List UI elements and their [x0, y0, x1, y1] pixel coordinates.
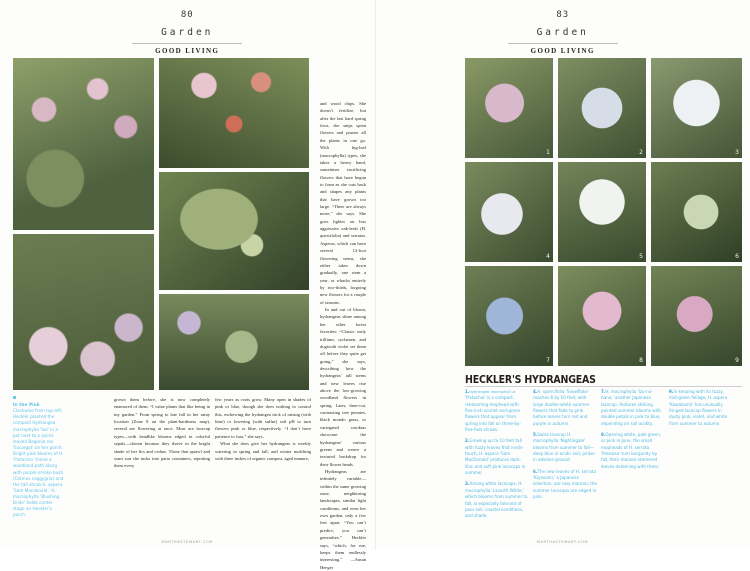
right-header-divider — [508, 43, 618, 44]
list-item — [465, 481, 529, 519]
list-item-text: Growing up to 10 feet tall with fuzzy leaves that invite touch, H. aspera 'Sam MacDonald' produces dark-lilac and soft pink lacecaps in summer. — [465, 438, 525, 475]
list-item — [465, 438, 529, 476]
list-item — [533, 432, 597, 464]
woodland-path-photo — [159, 172, 309, 290]
grid-photo-8 — [558, 266, 646, 366]
list-item-number: 1. — [465, 389, 469, 394]
paragraph: What she does give her hydrangeas is weekly watering in spring and fall, and winter mulching with three inches of organic compost, aged manure, — [215, 440, 311, 462]
paragraph: Hydrangeas are infinitely variable—within the same growing zone, neighboring landscapes, similar light conditions, and even her own garden, only a few feet apart. “You can’t predict; you can’t generalize,” Heckler says, “which, for me, keeps them endlessly interesting.” —Susan Heeger — [320, 468, 366, 571]
left-header-divider — [132, 43, 242, 44]
list-item-text: Swiss lacecap H. macrophylla 'Nightingale' blooms from summer to fall—deep blue in acidic soil, pinker in alkaline ground. — [533, 432, 595, 462]
list-item-number: 6. — [533, 469, 537, 474]
list-item-number: 9. — [669, 389, 673, 394]
left-column-2-text — [215, 396, 311, 462]
grid-photo-7-number: 7 — [546, 357, 550, 364]
list-item-text: Opening white, pale green, or pink in June, the small mopheads of H. serrata 'Preziosa' turn burgundy by fall, their maroon-stemmed leaves darkening with them. — [601, 432, 661, 469]
hydrangea-list-column-2 — [533, 389, 597, 506]
grid-photo-6 — [651, 162, 742, 262]
caption-title: In the Pink — [13, 402, 65, 408]
grid-photo-1-number: 1 — [546, 149, 550, 156]
right-page-number: 83 — [376, 10, 750, 20]
left-body-columns — [13, 396, 313, 536]
paragraph: In and out of bloom, hydrangeas shine among her other forest favorites: “Classic early trillium, cyclamen, and dogtooth violet set them off before they quite get going,” she says, describing how the hydrangeas’ tall stems and new leaves rise above the low-growing woodland flowers in spring. Later, finer-cut, contrasting tree peonies, black mondo grass, or variegated corokias showcase the hydrangeas’ various greens and weave a textured backdrop for their flower heads. — [320, 306, 366, 468]
grid-photo-4-number: 4 — [546, 253, 550, 260]
list-item-lead: Hydrangea macrophylla — [469, 389, 515, 394]
grid-photo-2 — [558, 58, 646, 158]
list-item — [465, 389, 529, 433]
left-column-1-text — [114, 396, 210, 470]
right-kicker: GOOD LIVING — [376, 47, 750, 55]
right-running-head — [376, 10, 750, 55]
list-item — [601, 432, 665, 470]
left-column-2 — [215, 396, 311, 462]
hydrangea-list-column-3 — [601, 389, 665, 475]
list-item-number: 2. — [465, 438, 469, 443]
caption-text: Clockwise from top left: Heckler planted the compact Hydrangea macrophylla 'Sol' in a pot next to a spiral-leaved Begonia rex 'Escargot' on her porch. Bright pink blooms of H. 'Pistachio' frame a woodland path along with purple smoke bush (Cotinus coggygria) and the tall shrub H. aspera 'Sam Macdonald.' H. macrophylla 'Blushing Bride' holds center stage on Heckler's porch. — [13, 408, 65, 519]
grid-photo-9 — [651, 266, 742, 366]
left-kicker: GOOD LIVING — [0, 47, 375, 55]
list-item-number: 4. — [533, 389, 537, 394]
list-item-number: 7. — [601, 389, 605, 394]
list-item-number: 5. — [533, 432, 537, 437]
list-item-text: H. quercifolia 'Snowflake' reaches 8 by 10 feet, with large double-white summer flowers that fade to pink before leaves turn red and purple in autumn. — [533, 389, 590, 426]
list-item — [533, 389, 597, 427]
grid-photo-9-number: 9 — [735, 357, 739, 364]
left-section-title: Garden — [0, 27, 375, 38]
list-item-number: 3. — [465, 481, 469, 486]
hydrangea-list-column-1 — [465, 389, 529, 525]
spiral-leaved-begonia-photo — [13, 58, 154, 230]
list-item-number: 8. — [601, 432, 605, 437]
list-item-text: In keeping with its fuzzy, mid-green foliage, H. aspera 'Kawakamii' has unusually fringed lacecap flowers in dusty pink, violet, and white from summer to autumn. — [669, 389, 727, 426]
left-page — [0, 0, 376, 550]
left-column-3-text — [320, 100, 366, 571]
list-item — [669, 389, 733, 427]
list-item-text: 'Pistachio' is a compact, reblooming mophead with five-inch scarlet-and-green flowers that appear from spring into fall on three-by-five-foot shrubs. — [465, 395, 521, 432]
grid-photo-2-number: 2 — [639, 149, 643, 156]
paragraph: grown them before, she is now completely enamored of them. “I value plants that like being in my garden.” From spring to late fall in her rainy location (Zone 8 on the plant-hardiness map), several are flowering at once. Most are lacecap types—with beadlike blooms edged in colorful sepals—chosen because they thrive in the bright shade of her firs and cedars. Those that sprawl and want sun she tucks into patio containers, repotting them every — [114, 396, 210, 470]
list-item-text: H. macrophylla 'Izu-no-hana,' another Japanese lacecap, features striking pointed summer blooms with double petals in pink to blue, depending on soil acidity. — [601, 389, 661, 426]
grid-photo-8-number: 8 — [639, 357, 643, 364]
grid-photo-6-number: 6 — [735, 253, 739, 260]
hydrangea-list-columns — [465, 389, 742, 529]
grid-photo-3-number: 3 — [735, 149, 739, 156]
pink-blooms-photo — [159, 58, 309, 168]
grid-photo-5 — [558, 162, 646, 262]
grid-photo-7 — [465, 266, 553, 366]
blushing-bride-photo — [159, 294, 309, 390]
grid-photo-1 — [465, 58, 553, 158]
paragraph: few years as roots grow. Many open in shades of pink or blue, though she does nothing to control this, eschewing the hydrangea trick of raising (with lime) or lowering (with sulfur) soil pH to turn flowers pink or blue, respectively. “I don’t have patience to fuss,” she says. — [215, 396, 311, 440]
list-item — [533, 469, 597, 501]
hydrangea-list-column-4 — [669, 389, 733, 432]
hydrangea-list-divider — [465, 386, 742, 387]
left-column-1 — [114, 396, 210, 470]
right-page-footer: MARTHASTEWART.COM — [375, 540, 750, 544]
grid-photo-5-number: 5 — [639, 253, 643, 260]
list-item — [601, 389, 665, 427]
list-item-text: The new leaves of H. serrata 'Kiyosumi,' a Japanese selection, are rosy maroon; the summer lacecaps are edged in pink. — [533, 469, 597, 499]
list-item-text: Among white lacecaps, H. macrophylla 'Lanarth White,' which blooms from summer to fall, is especially tolerant of poor soil, coastal conditions, and shade. — [465, 481, 528, 518]
left-running-head — [0, 10, 375, 55]
grid-photo-3 — [651, 58, 742, 158]
grid-photo-4 — [465, 162, 553, 262]
right-section-title: Garden — [376, 27, 750, 38]
left-page-number: 80 — [0, 10, 375, 20]
porch-hydrangea-photo — [13, 234, 154, 390]
paragraph: and wood chips. She doesn’t fertilize, but after the last hard spring frost, she snips spent flowers and prunes all the plants in one go. With big-leaf (macrophylla) types, she takes a heavy hand, sometimes sacrificing flowers that have begun to form as she cuts back and shapes any plants that have grown too large. “There are always more,” she says. She goes lighter on less aggressive oak-leafs (H. quercifolia) and serratas. Asperas, which can have several 12-foot flowering stems, she either takes down gradually, one stem a year, or whacks entirely by two-thirds, forgoing new flowers for a couple of seasons. — [320, 100, 366, 306]
left-photo-collage — [13, 58, 309, 390]
left-page-footer: MARTHASTEWART.COM — [0, 540, 375, 544]
hydrangea-photo-grid — [465, 58, 742, 370]
hydrangea-list-headline: HECKLER'S HYDRANGEAS — [465, 374, 596, 386]
left-column-3 — [320, 100, 366, 571]
